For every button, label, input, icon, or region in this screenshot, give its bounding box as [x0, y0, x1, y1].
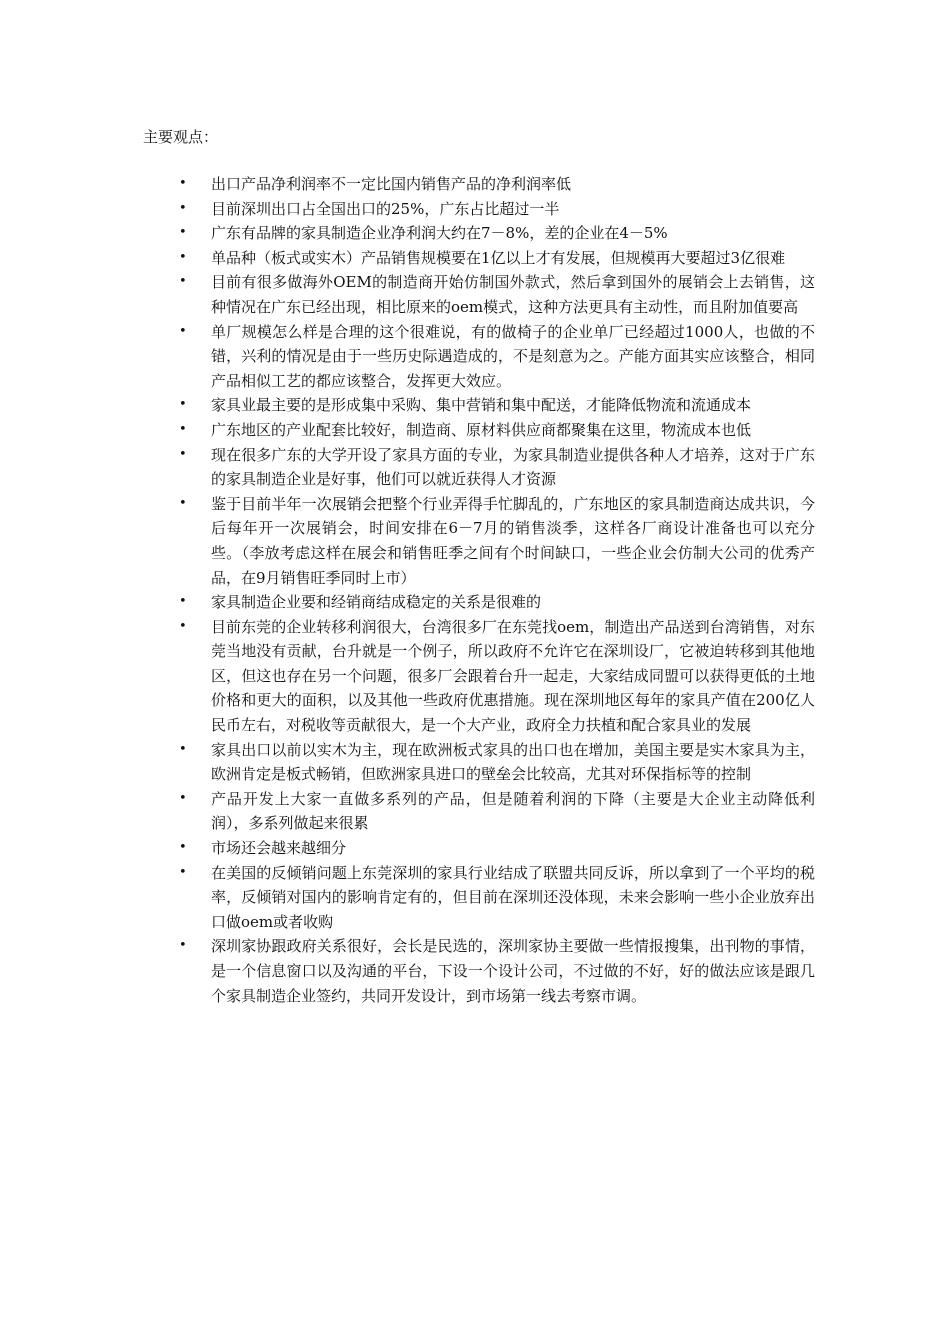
- section-heading: 主要观点：: [143, 128, 219, 146]
- list-item: [143, 320, 815, 394]
- list-item-text: 目前东莞的企业转移利润很大，台湾很多厂在东莞找oem，制造出产品送到台湾销售，对东莞当地没有贡献，台升就是一个例子，所以政府不允许它在深圳设厂，它被迫转移到其他地区，但这也存在另一个问题，很多厂会跟着台升一起走，大家结成同盟可以获得更低的土地价格和更大的面积，以及其他一些政府优惠措施。现在深圳地区每年的家具产值在200亿人民币左右，对税收等贡献很大，是一个大产业，政府全力扶植和配合家具业的发展: [211, 617, 815, 735]
- bullet-icon: •: [179, 446, 187, 462]
- list-item: [143, 197, 815, 222]
- list-item: [143, 787, 815, 836]
- list-item-text: 在美国的反倾销问题上东莞深圳的家具行业结成了联盟共同反诉，所以拿到了一个平均的税率，反倾销对国内的影响肯定有的，但目前在深圳还没体现，未来会影响一些小企业放弃出口做oem或者收购: [211, 863, 815, 931]
- list-item-text: 产品开发上大家一直做多系列的产品，但是随着利润的下降（主要是大企业主动降低利润），多系列做起来很累: [211, 789, 815, 833]
- list-item: [143, 615, 815, 738]
- bullet-icon: •: [179, 864, 187, 880]
- list-item: [143, 836, 815, 861]
- list-item: [143, 590, 815, 615]
- bullet-icon: •: [179, 938, 187, 954]
- bullet-icon: •: [179, 323, 187, 339]
- list-item: [143, 738, 815, 787]
- list-item: [143, 393, 815, 418]
- list-item-text: 单品种（板式或实木）产品销售规模要在1亿以上才有发展，但规模再大要超过3亿很难: [211, 248, 786, 267]
- bullet-icon: •: [179, 274, 187, 290]
- list-item: [143, 443, 815, 492]
- bullet-icon: •: [179, 249, 187, 265]
- list-item-text: 出口产品净利润率不一定比国内销售产品的净利润率低: [211, 175, 572, 193]
- list-item: [143, 246, 815, 271]
- bullet-icon: •: [179, 741, 187, 757]
- list-item-text: 家具出口以前以实木为主，现在欧洲板式家具的出口也在增加，美国主要是实木家具为主，欧洲肯定是板式畅销，但欧洲家具进口的壁垒会比较高，尤其对环保指标等的控制: [211, 740, 815, 784]
- list-item: [143, 418, 815, 443]
- bullet-icon: •: [179, 176, 187, 191]
- key-points-list: [143, 172, 815, 1008]
- list-item: [143, 861, 815, 935]
- bullet-icon: •: [179, 618, 187, 634]
- list-item-text: 家具制造企业要和经销商结成稳定的关系是很难的: [211, 593, 542, 612]
- bullet-icon: •: [179, 421, 187, 437]
- list-item-text: 深圳家协跟政府关系很好，会长是民选的，深圳家协主要做一些情报搜集，出刊物的事情，是一个信息窗口以及沟通的平台，下设一个设计公司，不过做的不好，好的做法应该是跟几个家具制造企业签约，共同开发设计，到市场第一线去考察市调。: [211, 937, 815, 1005]
- list-item-text: 鉴于目前半年一次展销会把整个行业弄得手忙脚乱的，广东地区的家具制造商达成共识，今后每年开一次展销会，时间安排在6－7月的销售淡季，这样各厂商设计准备也可以充分些。（李放考虑这样在展会和销售旺季之间有个时间缺口，一些企业会仿制大公司的优秀产品，在9月销售旺季同时上市）: [211, 494, 815, 587]
- list-item-text: 目前有很多做海外OEM的制造商开始仿制国外款式，然后拿到国外的展销会上去销售，这种情况在广东已经出现，相比原来的oem模式，这种方法更具有主动性，而且附加值要高: [211, 273, 815, 316]
- list-item: [143, 492, 815, 590]
- bullet-icon: •: [179, 225, 187, 241]
- bullet-icon: •: [179, 397, 187, 413]
- list-item: [143, 172, 815, 197]
- bullet-icon: •: [179, 200, 187, 216]
- list-item-text: 家具业最主要的是形成集中采购、集中营销和集中配送，才能降低物流和流通成本: [211, 396, 752, 415]
- list-item-text: 现在很多广东的大学开设了家具方面的专业，为家具制造业提供各种人才培养，这对于广东的家具制造企业是好事，他们可以就近获得人才资源: [211, 445, 815, 489]
- list-item: [143, 934, 815, 1008]
- list-item-text: 市场还会越来越细分: [211, 839, 347, 858]
- bullet-icon: •: [179, 594, 187, 610]
- bullet-icon: •: [179, 840, 187, 856]
- list-item-text: 广东有品牌的家具制造企业净利润大约在7－8%，差的企业在4－5%: [211, 224, 668, 243]
- list-item-text: 广东地区的产业配套比较好，制造商、原材料供应商都聚集在这里，物流成本也低: [211, 420, 752, 439]
- bullet-icon: •: [179, 790, 187, 806]
- bullet-icon: •: [179, 495, 187, 511]
- list-item-text: 单厂规模怎么样是合理的这个很难说，有的做椅子的企业单厂已经超过1000人，也做的不错，兴利的情况是由于一些历史际遇造成的，不是刻意为之。产能方面其实应该整合，相同产品相似工艺的都应该整合，发挥更大效应。: [211, 322, 815, 390]
- list-item-text: 目前深圳出口占全国出口的25%，广东占比超过一半: [211, 199, 560, 218]
- list-item: [143, 221, 815, 246]
- list-item: [143, 270, 815, 319]
